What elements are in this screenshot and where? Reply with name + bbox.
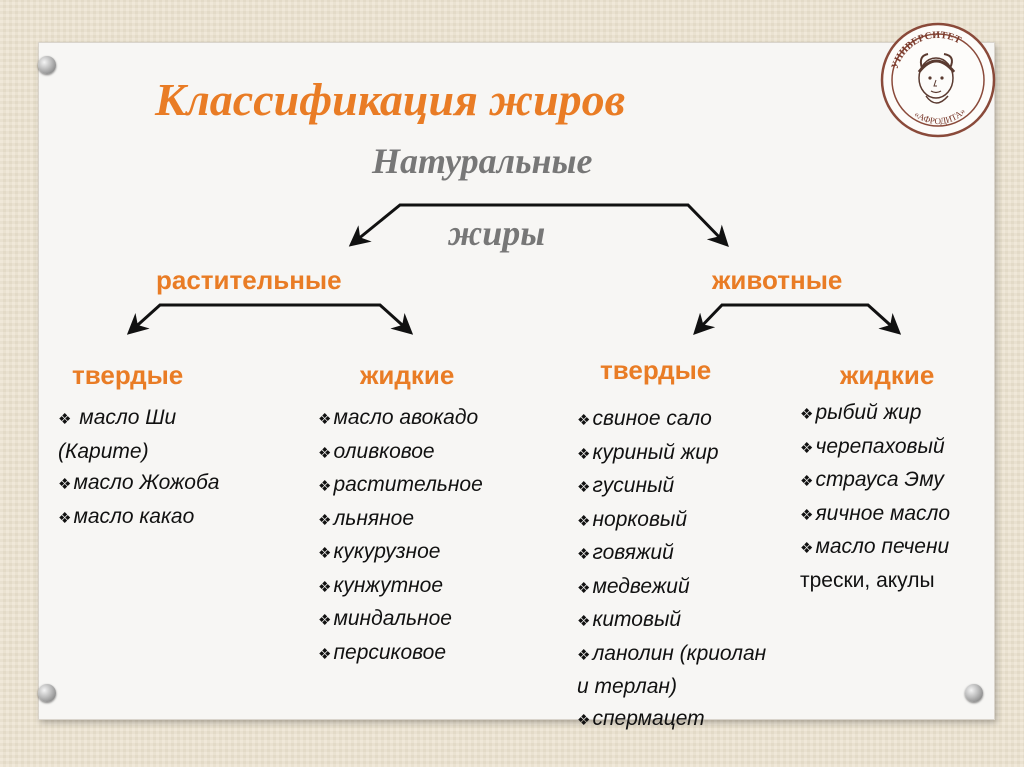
list-item-text: масло Жожоба: [73, 471, 220, 494]
plant-liquid-heading: жидкие: [360, 360, 455, 390]
list-item-text: трески, акулы: [800, 568, 935, 592]
branch-plant: растительные: [156, 265, 342, 295]
list-item-text: масло Ши: [79, 406, 177, 429]
svg-text:УНИВЕРСИТЕТ: УНИВЕРСИТЕТ: [889, 29, 963, 71]
plant-liquid-list: [318, 402, 483, 670]
animal-liquid-list: [800, 397, 950, 596]
list-item: [318, 503, 483, 537]
list-item-text: яичное масло: [815, 501, 951, 525]
list-item-text: черепаховый: [815, 434, 945, 458]
list-item-text: масло печени: [815, 535, 950, 558]
list-item-text: китовый: [592, 608, 682, 631]
list-item-text: свиное сало: [592, 407, 712, 430]
list-item: [800, 498, 950, 532]
list-item-text: масло какао: [73, 504, 195, 528]
list-item-text: медвежий: [592, 574, 690, 598]
list-item: [58, 402, 219, 436]
list-item-text: миндальное: [333, 607, 452, 630]
list-item-text: страуса Эму: [815, 468, 944, 491]
bullet-icon: ❖: [577, 613, 591, 630]
bullet-icon: ❖: [577, 412, 591, 429]
list-item-text: масло авокадо: [333, 406, 479, 429]
list-item: [577, 403, 766, 437]
bullet-icon: ❖: [577, 546, 591, 563]
list-item-text: спермацет: [592, 706, 705, 730]
svg-text:«АФРОДИТА»: «АФРОДИТА»: [912, 106, 968, 127]
natural-heading: Натуральные: [372, 141, 593, 181]
bullet-icon: ❖: [318, 645, 332, 663]
bullet-icon: ❖: [577, 579, 591, 597]
list-item: [318, 536, 483, 570]
list-item: [318, 469, 483, 503]
slide-title: Классификация жиров: [155, 74, 626, 125]
bullet-icon: ❖: [800, 473, 814, 490]
bullet-icon: ❖: [577, 512, 591, 530]
list-item-text: ланолин (криолан: [592, 641, 767, 665]
bullet-icon: ❖: [800, 540, 814, 557]
bullet-icon: ❖: [577, 711, 591, 729]
bullet-icon: ❖: [58, 411, 72, 428]
list-item-text: льняное: [333, 506, 415, 530]
bullet-icon: ❖: [318, 545, 332, 562]
list-item-text: растительное: [333, 473, 483, 496]
list-item: [800, 531, 950, 565]
list-item: [58, 436, 219, 468]
list-item: [577, 703, 766, 737]
list-item-text: гусиный: [592, 474, 675, 497]
list-item: [318, 570, 483, 604]
animal-solid-heading: твердые: [600, 355, 712, 385]
list-item: [577, 504, 766, 538]
bullet-icon: ❖: [800, 439, 814, 457]
bullet-icon: ❖: [318, 511, 332, 529]
list-item-text: кукурузное: [333, 540, 441, 563]
list-item-text: и терлан): [577, 675, 677, 698]
bullet-icon: ❖: [577, 445, 591, 463]
bullet-icon: ❖: [577, 479, 591, 496]
list-item: [800, 431, 950, 465]
list-item: [800, 397, 950, 431]
animal-liquid-heading: жидкие: [840, 360, 935, 390]
list-item: [800, 565, 950, 597]
plant-solid-heading: твердые: [72, 360, 184, 390]
list-item: [318, 637, 483, 671]
list-item: [577, 604, 766, 638]
list-item: [318, 436, 483, 470]
list-item: [58, 501, 219, 535]
list-item: [577, 571, 766, 605]
list-item: [800, 464, 950, 498]
bullet-icon: ❖: [800, 406, 814, 423]
list-item-text: рыбий жир: [815, 401, 922, 424]
plant-solid-list: [58, 402, 219, 534]
bullet-icon: ❖: [318, 444, 332, 462]
connector-top: [352, 205, 726, 244]
branch-animal: животные: [712, 265, 843, 295]
fats-heading: жиры: [448, 213, 546, 253]
list-item-text: (Карите): [58, 439, 149, 463]
bullet-icon: ❖: [58, 476, 72, 493]
list-item-text: кунжутное: [333, 573, 444, 597]
list-item: [58, 467, 219, 501]
animal-solid-list: [577, 403, 766, 736]
list-item-text: оливковое: [333, 439, 435, 463]
list-item-text: норковый: [592, 507, 688, 531]
bullet-icon: ❖: [318, 578, 332, 596]
list-item: [577, 638, 766, 672]
list-item: [318, 402, 483, 436]
list-item-text: говяжий: [592, 541, 674, 564]
bullet-icon: ❖: [58, 509, 72, 527]
bullet-icon: ❖: [577, 646, 591, 664]
bullet-icon: ❖: [318, 478, 332, 495]
connector-plant: [130, 305, 410, 332]
list-item: [577, 537, 766, 571]
bullet-icon: ❖: [318, 411, 332, 428]
list-item-text: персиковое: [333, 640, 446, 664]
bullet-icon: ❖: [318, 612, 332, 629]
list-item: [577, 470, 766, 504]
list-item: [318, 603, 483, 637]
list-item: [577, 437, 766, 471]
connector-animal: [696, 305, 898, 332]
bullet-icon: ❖: [800, 506, 814, 524]
list-item: [577, 671, 766, 703]
list-item-text: куриный жир: [592, 440, 719, 464]
